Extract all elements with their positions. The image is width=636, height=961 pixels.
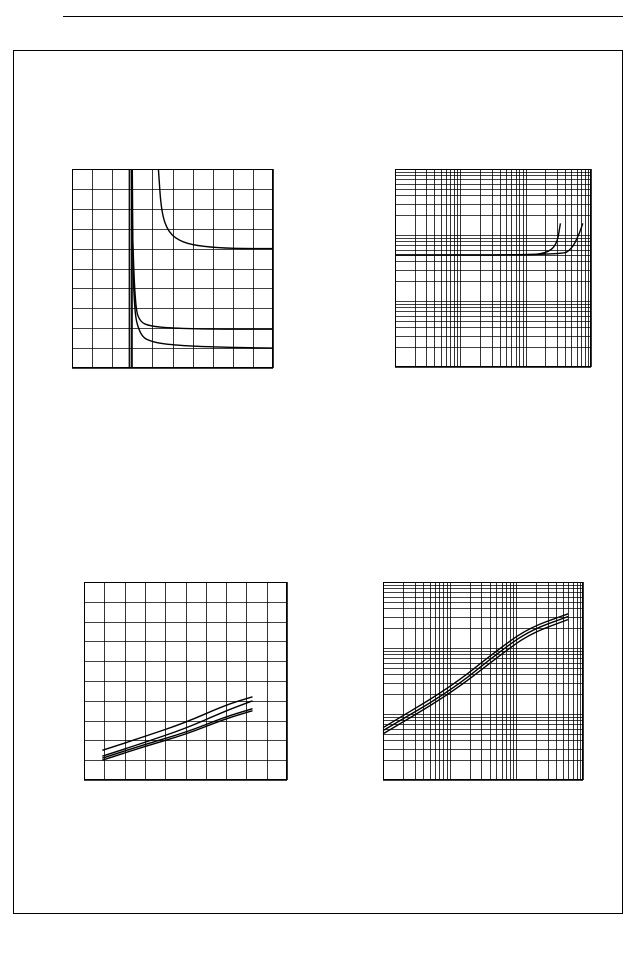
header-rule — [63, 16, 623, 17]
grid — [84, 582, 288, 781]
plot-frame — [73, 170, 273, 368]
series-line-3 — [102, 709, 252, 759]
plot-frame — [396, 170, 591, 367]
plot-frame — [85, 583, 287, 780]
grid — [383, 582, 584, 781]
chart-3 — [84, 582, 287, 780]
series-line-3 — [383, 620, 568, 734]
series-line-2 — [132, 169, 273, 348]
series-line-2 — [102, 701, 252, 756]
chart-2 — [395, 169, 591, 367]
chart-4 — [383, 582, 583, 780]
series-line-4 — [102, 711, 252, 761]
plot-frame — [384, 583, 583, 780]
chart-1 — [72, 169, 273, 368]
series-line-3 — [158, 169, 273, 249]
series-line-1 — [102, 697, 252, 751]
grid — [395, 169, 592, 368]
grid — [72, 169, 274, 369]
